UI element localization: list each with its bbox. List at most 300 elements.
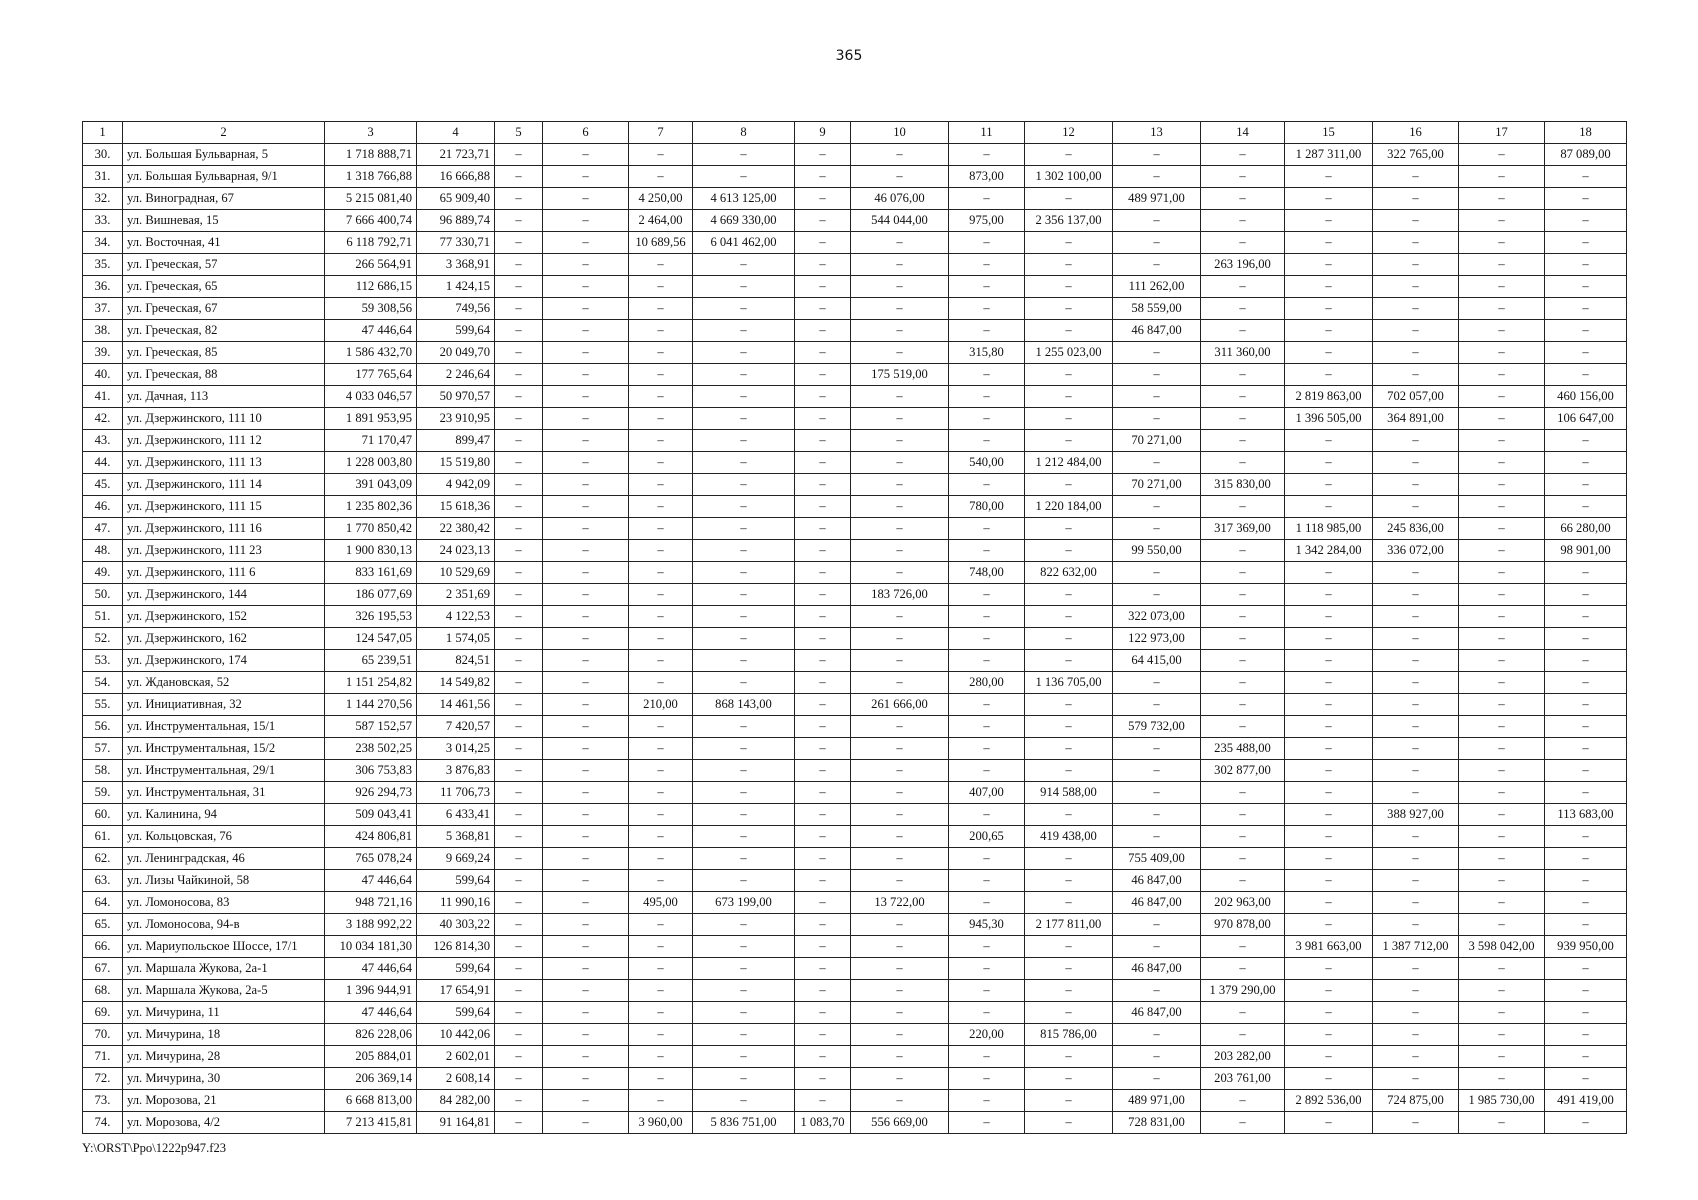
- value-cell: –: [1285, 584, 1373, 606]
- value-cell: –: [949, 320, 1025, 342]
- value-cell: –: [795, 342, 851, 364]
- amount-cell: 21 723,71: [417, 144, 495, 166]
- value-cell: –: [543, 760, 629, 782]
- value-cell: –: [629, 826, 693, 848]
- amount-cell: 391 043,09: [325, 474, 417, 496]
- amount-cell: 826 228,06: [325, 1024, 417, 1046]
- value-cell: 70 271,00: [1113, 474, 1201, 496]
- row-number-cell: 42.: [83, 408, 123, 430]
- row-number-cell: 70.: [83, 1024, 123, 1046]
- column-header: 4: [417, 122, 495, 144]
- value-cell: –: [1459, 166, 1545, 188]
- row-number-cell: 61.: [83, 826, 123, 848]
- table-row: [83, 254, 1627, 276]
- value-cell: 460 156,00: [1545, 386, 1627, 408]
- value-cell: –: [1025, 232, 1113, 254]
- value-cell: –: [1113, 804, 1201, 826]
- value-cell: –: [629, 518, 693, 540]
- row-number-cell: 39.: [83, 342, 123, 364]
- amount-cell: 9 669,24: [417, 848, 495, 870]
- value-cell: –: [1285, 716, 1373, 738]
- value-cell: –: [949, 430, 1025, 452]
- table-row: [83, 628, 1627, 650]
- value-cell: –: [495, 320, 543, 342]
- value-cell: –: [795, 1068, 851, 1090]
- value-cell: 13 722,00: [851, 892, 949, 914]
- value-cell: –: [495, 1024, 543, 1046]
- amount-cell: 899,47: [417, 430, 495, 452]
- value-cell: 46 847,00: [1113, 870, 1201, 892]
- value-cell: –: [1459, 254, 1545, 276]
- amount-cell: 206 369,14: [325, 1068, 417, 1090]
- value-cell: –: [495, 144, 543, 166]
- value-cell: –: [1113, 452, 1201, 474]
- value-cell: –: [1201, 672, 1285, 694]
- table-row: [83, 342, 1627, 364]
- table-row: [83, 650, 1627, 672]
- value-cell: –: [1459, 738, 1545, 760]
- value-cell: –: [1373, 782, 1459, 804]
- row-number-cell: 47.: [83, 518, 123, 540]
- value-cell: –: [795, 1046, 851, 1068]
- value-cell: –: [693, 144, 795, 166]
- value-cell: –: [693, 738, 795, 760]
- amount-cell: 14 461,56: [417, 694, 495, 716]
- value-cell: –: [1113, 782, 1201, 804]
- value-cell: –: [629, 848, 693, 870]
- value-cell: –: [543, 694, 629, 716]
- address-cell: ул. Греческая, 88: [123, 364, 325, 386]
- value-cell: –: [949, 804, 1025, 826]
- amount-cell: 23 910,95: [417, 408, 495, 430]
- value-cell: –: [1113, 826, 1201, 848]
- value-cell: –: [851, 496, 949, 518]
- row-number-cell: 71.: [83, 1046, 123, 1068]
- value-cell: –: [851, 870, 949, 892]
- address-cell: ул. Мичурина, 28: [123, 1046, 325, 1068]
- address-cell: ул. Калинина, 94: [123, 804, 325, 826]
- value-cell: –: [1025, 650, 1113, 672]
- amount-cell: 65 909,40: [417, 188, 495, 210]
- value-cell: –: [1285, 496, 1373, 518]
- value-cell: 491 419,00: [1545, 1090, 1627, 1112]
- value-cell: –: [1025, 848, 1113, 870]
- value-cell: –: [795, 1090, 851, 1112]
- amount-cell: 4 942,09: [417, 474, 495, 496]
- value-cell: –: [795, 672, 851, 694]
- amount-cell: 47 446,64: [325, 870, 417, 892]
- value-cell: –: [1201, 430, 1285, 452]
- address-cell: ул. Инструментальная, 31: [123, 782, 325, 804]
- amount-cell: 15 519,80: [417, 452, 495, 474]
- value-cell: –: [629, 584, 693, 606]
- value-cell: 261 666,00: [851, 694, 949, 716]
- value-cell: –: [1373, 694, 1459, 716]
- amount-cell: 424 806,81: [325, 826, 417, 848]
- value-cell: –: [851, 738, 949, 760]
- amount-cell: 5 368,81: [417, 826, 495, 848]
- value-cell: –: [1373, 584, 1459, 606]
- value-cell: –: [1545, 1046, 1627, 1068]
- value-cell: –: [1545, 826, 1627, 848]
- row-number-cell: 33.: [83, 210, 123, 232]
- value-cell: –: [1285, 672, 1373, 694]
- amount-cell: 765 078,24: [325, 848, 417, 870]
- value-cell: –: [1113, 144, 1201, 166]
- table-row: [83, 782, 1627, 804]
- value-cell: –: [629, 430, 693, 452]
- value-cell: 111 262,00: [1113, 276, 1201, 298]
- value-cell: –: [1373, 826, 1459, 848]
- value-cell: –: [495, 342, 543, 364]
- amount-cell: 17 654,91: [417, 980, 495, 1002]
- address-cell: ул. Дачная, 113: [123, 386, 325, 408]
- value-cell: –: [495, 694, 543, 716]
- column-header: 3: [325, 122, 417, 144]
- value-cell: –: [543, 430, 629, 452]
- table-row: [83, 232, 1627, 254]
- value-cell: –: [795, 1024, 851, 1046]
- amount-cell: 1 424,15: [417, 276, 495, 298]
- value-cell: –: [543, 342, 629, 364]
- amount-cell: 824,51: [417, 650, 495, 672]
- amount-cell: 96 889,74: [417, 210, 495, 232]
- table-row: [83, 738, 1627, 760]
- row-number-cell: 43.: [83, 430, 123, 452]
- value-cell: –: [1459, 474, 1545, 496]
- value-cell: –: [1113, 364, 1201, 386]
- value-cell: –: [795, 716, 851, 738]
- address-cell: ул. Дзержинского, 111 14: [123, 474, 325, 496]
- value-cell: –: [1459, 364, 1545, 386]
- column-header: 12: [1025, 122, 1113, 144]
- value-cell: –: [795, 144, 851, 166]
- table-row: [83, 496, 1627, 518]
- column-header: 1: [83, 122, 123, 144]
- value-cell: –: [1459, 584, 1545, 606]
- row-number-cell: 32.: [83, 188, 123, 210]
- value-cell: –: [1201, 694, 1285, 716]
- amount-cell: 1 900 830,13: [325, 540, 417, 562]
- value-cell: –: [851, 606, 949, 628]
- value-cell: –: [1113, 254, 1201, 276]
- value-cell: –: [495, 914, 543, 936]
- value-cell: –: [1545, 628, 1627, 650]
- value-cell: –: [949, 760, 1025, 782]
- address-cell: ул. Греческая, 57: [123, 254, 325, 276]
- value-cell: –: [1285, 166, 1373, 188]
- value-cell: –: [693, 848, 795, 870]
- value-cell: –: [543, 1112, 629, 1134]
- value-cell: –: [1285, 562, 1373, 584]
- address-cell: ул. Виноградная, 67: [123, 188, 325, 210]
- value-cell: –: [629, 936, 693, 958]
- value-cell: 544 044,00: [851, 210, 949, 232]
- value-cell: –: [629, 474, 693, 496]
- value-cell: –: [1545, 210, 1627, 232]
- value-cell: –: [693, 474, 795, 496]
- value-cell: 2 356 137,00: [1025, 210, 1113, 232]
- value-cell: –: [495, 716, 543, 738]
- value-cell: –: [693, 562, 795, 584]
- value-cell: –: [693, 782, 795, 804]
- value-cell: –: [543, 1090, 629, 1112]
- value-cell: –: [1459, 298, 1545, 320]
- value-cell: –: [1201, 584, 1285, 606]
- value-cell: –: [795, 826, 851, 848]
- value-cell: 748,00: [949, 562, 1025, 584]
- table-row: [83, 936, 1627, 958]
- value-cell: –: [1201, 210, 1285, 232]
- value-cell: –: [1373, 1046, 1459, 1068]
- amount-cell: 22 380,42: [417, 518, 495, 540]
- amount-cell: 77 330,71: [417, 232, 495, 254]
- value-cell: 5 836 751,00: [693, 1112, 795, 1134]
- value-cell: –: [543, 606, 629, 628]
- amount-cell: 7 666 400,74: [325, 210, 417, 232]
- value-cell: –: [851, 672, 949, 694]
- value-cell: –: [851, 540, 949, 562]
- row-number-cell: 36.: [83, 276, 123, 298]
- value-cell: –: [1025, 804, 1113, 826]
- value-cell: 58 559,00: [1113, 298, 1201, 320]
- row-number-cell: 53.: [83, 650, 123, 672]
- value-cell: –: [1373, 452, 1459, 474]
- value-cell: –: [693, 628, 795, 650]
- value-cell: 1 255 023,00: [1025, 342, 1113, 364]
- value-cell: –: [1373, 166, 1459, 188]
- value-cell: –: [1373, 298, 1459, 320]
- table-row: [83, 606, 1627, 628]
- table-row: [83, 452, 1627, 474]
- amount-cell: 4 122,53: [417, 606, 495, 628]
- value-cell: 70 271,00: [1113, 430, 1201, 452]
- table-row: [83, 210, 1627, 232]
- value-cell: –: [851, 958, 949, 980]
- row-number-cell: 55.: [83, 694, 123, 716]
- value-cell: –: [693, 1002, 795, 1024]
- amount-cell: 1 718 888,71: [325, 144, 417, 166]
- value-cell: –: [1285, 276, 1373, 298]
- value-cell: –: [1459, 672, 1545, 694]
- table-row: [83, 694, 1627, 716]
- amount-cell: 3 188 992,22: [325, 914, 417, 936]
- value-cell: –: [1373, 738, 1459, 760]
- value-cell: 245 836,00: [1373, 518, 1459, 540]
- value-cell: –: [693, 716, 795, 738]
- value-cell: –: [851, 166, 949, 188]
- amount-cell: 20 049,70: [417, 342, 495, 364]
- row-number-cell: 64.: [83, 892, 123, 914]
- value-cell: 4 613 125,00: [693, 188, 795, 210]
- value-cell: –: [495, 562, 543, 584]
- value-cell: –: [1285, 826, 1373, 848]
- value-cell: –: [693, 298, 795, 320]
- table-row: [83, 166, 1627, 188]
- value-cell: –: [949, 1090, 1025, 1112]
- value-cell: –: [629, 672, 693, 694]
- amount-cell: 5 215 081,40: [325, 188, 417, 210]
- value-cell: –: [795, 914, 851, 936]
- row-number-cell: 59.: [83, 782, 123, 804]
- value-cell: –: [1459, 320, 1545, 342]
- address-cell: ул. Дзержинского, 144: [123, 584, 325, 606]
- value-cell: –: [1113, 584, 1201, 606]
- value-cell: –: [949, 892, 1025, 914]
- value-cell: –: [495, 760, 543, 782]
- value-cell: 495,00: [629, 892, 693, 914]
- value-cell: –: [543, 298, 629, 320]
- data-table: [82, 121, 1627, 1134]
- value-cell: –: [1459, 342, 1545, 364]
- value-cell: –: [1459, 430, 1545, 452]
- value-cell: –: [543, 980, 629, 1002]
- value-cell: –: [1373, 276, 1459, 298]
- table-row: [83, 1002, 1627, 1024]
- amount-cell: 948 721,16: [325, 892, 417, 914]
- amount-cell: 266 564,91: [325, 254, 417, 276]
- value-cell: –: [851, 298, 949, 320]
- amount-cell: 205 884,01: [325, 1046, 417, 1068]
- table-row: [83, 672, 1627, 694]
- value-cell: –: [543, 826, 629, 848]
- value-cell: 975,00: [949, 210, 1025, 232]
- value-cell: –: [629, 298, 693, 320]
- value-cell: –: [495, 496, 543, 518]
- value-cell: –: [1201, 804, 1285, 826]
- value-cell: 1 379 290,00: [1201, 980, 1285, 1002]
- value-cell: –: [1545, 1002, 1627, 1024]
- value-cell: –: [543, 232, 629, 254]
- amount-cell: 16 666,88: [417, 166, 495, 188]
- value-cell: –: [1201, 1024, 1285, 1046]
- value-cell: –: [1113, 936, 1201, 958]
- value-cell: –: [1545, 694, 1627, 716]
- column-header: 14: [1201, 122, 1285, 144]
- value-cell: –: [693, 320, 795, 342]
- value-cell: 780,00: [949, 496, 1025, 518]
- value-cell: 315 830,00: [1201, 474, 1285, 496]
- value-cell: –: [629, 452, 693, 474]
- value-cell: –: [1025, 386, 1113, 408]
- value-cell: –: [1285, 628, 1373, 650]
- table-row: [83, 826, 1627, 848]
- table-row: [83, 276, 1627, 298]
- table-row: [83, 716, 1627, 738]
- amount-cell: 112 686,15: [325, 276, 417, 298]
- amount-cell: 14 549,82: [417, 672, 495, 694]
- value-cell: –: [1113, 1068, 1201, 1090]
- value-cell: –: [495, 1090, 543, 1112]
- row-number-cell: 66.: [83, 936, 123, 958]
- value-cell: –: [795, 562, 851, 584]
- value-cell: –: [795, 452, 851, 474]
- value-cell: –: [1201, 232, 1285, 254]
- value-cell: –: [1545, 584, 1627, 606]
- value-cell: –: [693, 166, 795, 188]
- value-cell: 419 438,00: [1025, 826, 1113, 848]
- value-cell: –: [1201, 540, 1285, 562]
- value-cell: 10 689,56: [629, 232, 693, 254]
- value-cell: 1 287 311,00: [1285, 144, 1373, 166]
- value-cell: –: [1285, 738, 1373, 760]
- value-cell: 87 089,00: [1545, 144, 1627, 166]
- value-cell: 364 891,00: [1373, 408, 1459, 430]
- value-cell: –: [1025, 518, 1113, 540]
- value-cell: –: [1201, 320, 1285, 342]
- value-cell: –: [949, 958, 1025, 980]
- value-cell: –: [1025, 430, 1113, 452]
- value-cell: 6 041 462,00: [693, 232, 795, 254]
- value-cell: –: [1025, 1046, 1113, 1068]
- value-cell: –: [543, 672, 629, 694]
- value-cell: –: [949, 606, 1025, 628]
- value-cell: –: [543, 386, 629, 408]
- value-cell: –: [1113, 166, 1201, 188]
- value-cell: –: [1545, 430, 1627, 452]
- value-cell: –: [1201, 716, 1285, 738]
- column-header: 6: [543, 122, 629, 144]
- value-cell: 407,00: [949, 782, 1025, 804]
- address-cell: ул. Большая Бульварная, 9/1: [123, 166, 325, 188]
- value-cell: –: [795, 936, 851, 958]
- value-cell: –: [543, 144, 629, 166]
- row-number-cell: 54.: [83, 672, 123, 694]
- value-cell: –: [1373, 496, 1459, 518]
- value-cell: –: [1545, 958, 1627, 980]
- value-cell: –: [1459, 606, 1545, 628]
- value-cell: 4 250,00: [629, 188, 693, 210]
- value-cell: 2 819 863,00: [1285, 386, 1373, 408]
- value-cell: –: [851, 342, 949, 364]
- value-cell: –: [629, 562, 693, 584]
- amount-cell: 47 446,64: [325, 958, 417, 980]
- value-cell: –: [1025, 1068, 1113, 1090]
- amount-cell: 40 303,22: [417, 914, 495, 936]
- value-cell: –: [1285, 430, 1373, 452]
- value-cell: –: [693, 452, 795, 474]
- address-cell: ул. Дзержинского, 111 13: [123, 452, 325, 474]
- value-cell: 1 396 505,00: [1285, 408, 1373, 430]
- value-cell: –: [795, 254, 851, 276]
- amount-cell: 1 228 003,80: [325, 452, 417, 474]
- value-cell: –: [693, 760, 795, 782]
- value-cell: –: [1201, 452, 1285, 474]
- value-cell: –: [949, 232, 1025, 254]
- value-cell: –: [629, 914, 693, 936]
- value-cell: –: [1201, 782, 1285, 804]
- value-cell: –: [1285, 606, 1373, 628]
- amount-cell: 6 118 792,71: [325, 232, 417, 254]
- value-cell: –: [495, 1112, 543, 1134]
- column-header: 15: [1285, 122, 1373, 144]
- table-row: [83, 1068, 1627, 1090]
- value-cell: –: [1201, 364, 1285, 386]
- value-cell: 724 875,00: [1373, 1090, 1459, 1112]
- amount-cell: 24 023,13: [417, 540, 495, 562]
- value-cell: –: [1285, 1046, 1373, 1068]
- value-cell: –: [543, 892, 629, 914]
- value-cell: –: [1025, 298, 1113, 320]
- value-cell: –: [629, 320, 693, 342]
- value-cell: –: [543, 408, 629, 430]
- value-cell: –: [1373, 364, 1459, 386]
- value-cell: –: [693, 672, 795, 694]
- value-cell: 336 072,00: [1373, 540, 1459, 562]
- address-cell: ул. Восточная, 41: [123, 232, 325, 254]
- value-cell: –: [1285, 1002, 1373, 1024]
- value-cell: –: [1459, 232, 1545, 254]
